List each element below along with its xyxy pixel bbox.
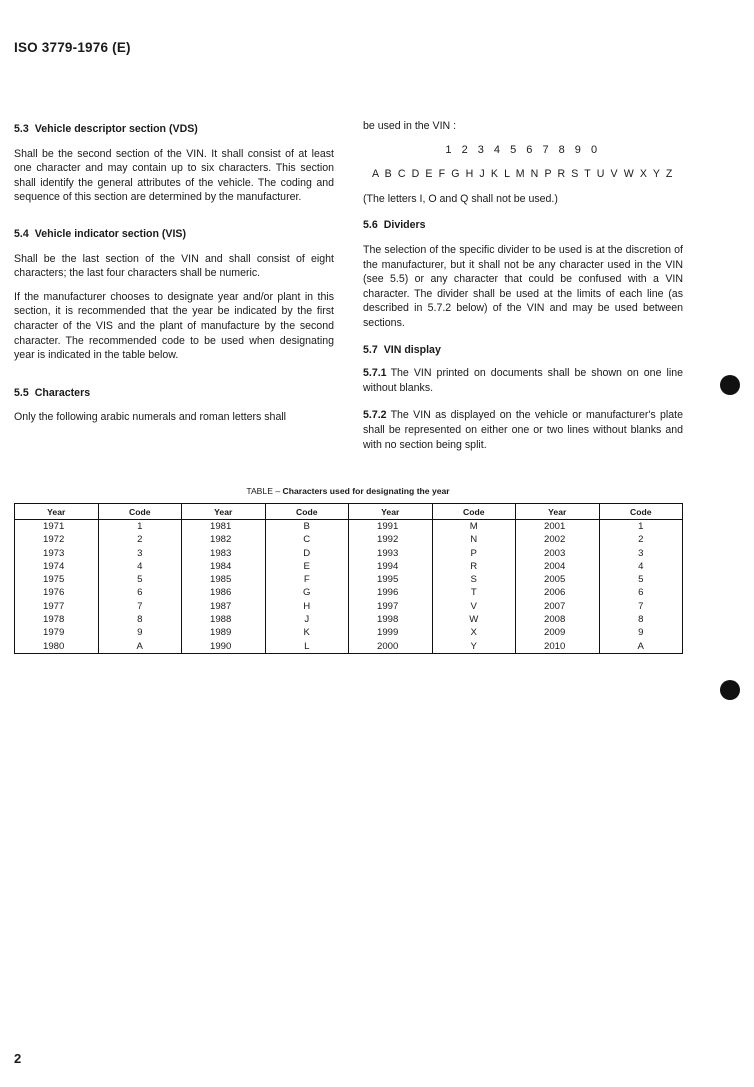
section-5-3-body: Shall be the second section of the VIN. It shall consist of at least one character and may contain up to six characters. This section shall identify the general attributes of the vehicle. The coding and sequence of this section are determined by the manufacturer. — [14, 147, 334, 204]
section-5-4-body-2: If the manufacturer chooses to designate year and/or plant in this section, it is recommended that the year be indicated by the first character of the VIS and the plant of manufacture by the second character. The recommended code to be used when designating year is indicated in the table below. — [14, 290, 334, 362]
section-5-5-continuation: be used in the VIN : — [363, 120, 457, 132]
column-header: Code — [98, 504, 182, 520]
table-row — [15, 586, 683, 599]
column-header: Year — [182, 504, 266, 520]
year-cell: 1983 — [182, 547, 266, 560]
code-cell: B — [265, 520, 349, 534]
column-header: Year — [516, 504, 600, 520]
section-5-4-body-1: Shall be the last section of the VIN and shall consist of eight characters; the last four characters shall be numeric. — [14, 252, 334, 280]
year-cell: 2004 — [516, 560, 600, 573]
year-cell: 2000 — [349, 640, 433, 654]
section-number: 5.4 — [14, 227, 29, 240]
section-title: Vehicle indicator section (VIS) — [34, 227, 187, 240]
right-column — [363, 119, 683, 452]
year-cell: 2005 — [516, 573, 600, 586]
year-cell: 1977 — [15, 600, 99, 613]
code-cell: V — [432, 600, 516, 613]
year-cell: 1971 — [15, 520, 99, 534]
year-cell: 1976 — [15, 586, 99, 599]
section-title: Vehicle descriptor section (VDS) — [34, 123, 198, 135]
code-cell: C — [265, 533, 349, 546]
year-cell: 2001 — [516, 520, 600, 534]
table-row — [15, 533, 683, 546]
code-cell: M — [432, 520, 516, 534]
year-cell: 1989 — [182, 626, 266, 639]
code-cell: 3 — [98, 547, 182, 560]
year-cell: 1982 — [182, 533, 266, 546]
column-header: Code — [599, 504, 683, 520]
table-row — [15, 573, 683, 586]
section-number: 5.6 — [363, 219, 378, 232]
code-cell: K — [265, 626, 349, 639]
code-cell: X — [432, 626, 516, 639]
margin-bullet-mark — [720, 680, 740, 700]
table-caption-prefix: TABLE – — [246, 486, 281, 496]
year-cell: 1999 — [349, 626, 433, 639]
year-cell: 1988 — [182, 613, 266, 626]
year-cell: 1974 — [15, 560, 99, 573]
code-cell: T — [432, 586, 516, 599]
code-cell: F — [265, 573, 349, 586]
year-cell: 2008 — [516, 613, 600, 626]
year-cell: 1995 — [349, 573, 433, 586]
code-cell: 7 — [599, 600, 683, 613]
subsection-text: The VIN as displayed on the vehicle or manufacturer's plate shall be represented on either one or two lines without blanks and with no section being split. — [363, 409, 683, 451]
year-cell: 1981 — [182, 520, 266, 534]
table-row — [15, 626, 683, 639]
year-cell: 1984 — [182, 560, 266, 573]
section-5-7-2 — [363, 408, 683, 452]
allowed-letters: A B C D E F G H J K L M N P R S T U V W X Y Z — [372, 168, 674, 181]
year-cell: 1978 — [15, 613, 99, 626]
code-cell: A — [98, 640, 182, 654]
code-cell: 8 — [98, 613, 182, 626]
code-cell: 6 — [98, 586, 182, 599]
section-number: 5.3 — [14, 123, 29, 135]
code-cell: S — [432, 573, 516, 586]
year-cell: 1972 — [15, 533, 99, 546]
code-cell: 7 — [98, 600, 182, 613]
table-header-row — [15, 504, 683, 520]
code-cell: E — [265, 560, 349, 573]
year-cell: 2007 — [516, 600, 600, 613]
year-cell: 1998 — [349, 613, 433, 626]
year-cell: 1994 — [349, 560, 433, 573]
code-cell: 1 — [98, 520, 182, 534]
code-cell: 9 — [599, 626, 683, 639]
table-row — [15, 560, 683, 573]
table-row — [15, 547, 683, 560]
year-cell: 1985 — [182, 573, 266, 586]
table-caption-title: Characters used for designating the year — [282, 486, 450, 496]
margin-bullet-mark — [720, 375, 740, 395]
year-cell: 1997 — [349, 600, 433, 613]
subsection-text: The VIN printed on documents shall be shown on one line without blanks. — [363, 367, 683, 394]
section-title: Characters — [34, 386, 91, 399]
year-cell: 1975 — [15, 573, 99, 586]
section-number: 5.5 — [14, 386, 29, 399]
table-row — [15, 640, 683, 654]
code-cell: 9 — [98, 626, 182, 639]
code-cell: Y — [432, 640, 516, 654]
year-cell: 2009 — [516, 626, 600, 639]
year-code-table — [14, 503, 683, 654]
code-cell: 2 — [98, 533, 182, 546]
column-header: Year — [349, 504, 433, 520]
code-cell: 5 — [599, 573, 683, 586]
code-cell: W — [432, 613, 516, 626]
code-cell: 4 — [599, 560, 683, 573]
page-number: 2 — [14, 1051, 22, 1066]
column-header: Year — [15, 504, 99, 520]
code-cell: 4 — [98, 560, 182, 573]
code-cell: 1 — [599, 520, 683, 534]
section-5-3-heading — [14, 122, 334, 137]
section-title: Dividers — [383, 219, 426, 232]
year-cell: 2006 — [516, 586, 600, 599]
year-cell: 1986 — [182, 586, 266, 599]
section-5-5-body: Only the following arabic numerals and roman letters shall — [14, 411, 287, 424]
code-cell: R — [432, 560, 516, 573]
subsection-number: 5.7.1 — [363, 367, 387, 380]
document-header: ISO 3779-1976 (E) — [14, 40, 131, 55]
year-cell: 1993 — [349, 547, 433, 560]
section-5-4-heading — [14, 227, 334, 242]
excluded-letters-note: (The letters I, O and Q shall not be used.) — [363, 192, 558, 205]
code-cell: N — [432, 533, 516, 546]
section-5-7-heading — [363, 343, 683, 358]
year-cell: 1973 — [15, 547, 99, 560]
section-title: VIN display — [383, 343, 441, 356]
column-header: Code — [432, 504, 516, 520]
section-5-5-heading — [14, 386, 334, 401]
code-cell: 2 — [599, 533, 683, 546]
section-5-6-body: The selection of the specific divider to be used is at the discretion of the manufacturer, but it shall not be any character used in the VIN (see 5.5) or any character that could be confused with a VIN character. The divider shall be used at the limits of each line (as described in 5.7.2 below) of the VIN and may be used between sections. — [363, 243, 683, 329]
year-cell: 1990 — [182, 640, 266, 654]
code-cell: L — [265, 640, 349, 654]
section-number: 5.7 — [363, 343, 378, 356]
code-cell: D — [265, 547, 349, 560]
section-5-7-1 — [363, 366, 683, 395]
code-cell: 8 — [599, 613, 683, 626]
code-cell: 3 — [599, 547, 683, 560]
table-row — [15, 520, 683, 534]
code-cell: P — [432, 547, 516, 560]
year-cell: 1996 — [349, 586, 433, 599]
code-cell: A — [599, 640, 683, 654]
year-cell: 1980 — [15, 640, 99, 654]
year-cell: 1992 — [349, 533, 433, 546]
code-cell: 5 — [98, 573, 182, 586]
code-cell: H — [265, 600, 349, 613]
allowed-digits: 1 2 3 4 5 6 7 8 9 0 — [445, 143, 601, 156]
year-cell: 1979 — [15, 626, 99, 639]
table-body — [15, 520, 683, 654]
year-cell: 1987 — [182, 600, 266, 613]
year-cell: 2010 — [516, 640, 600, 654]
subsection-number: 5.7.2 — [363, 409, 387, 422]
year-cell: 2003 — [516, 547, 600, 560]
table-caption — [14, 486, 682, 496]
code-cell: G — [265, 586, 349, 599]
table-row — [15, 600, 683, 613]
left-column — [14, 119, 334, 425]
column-header: Code — [265, 504, 349, 520]
year-cell: 2002 — [516, 533, 600, 546]
code-cell: 6 — [599, 586, 683, 599]
code-cell: J — [265, 613, 349, 626]
section-5-6-heading — [363, 218, 683, 233]
year-cell: 1991 — [349, 520, 433, 534]
table-row — [15, 613, 683, 626]
